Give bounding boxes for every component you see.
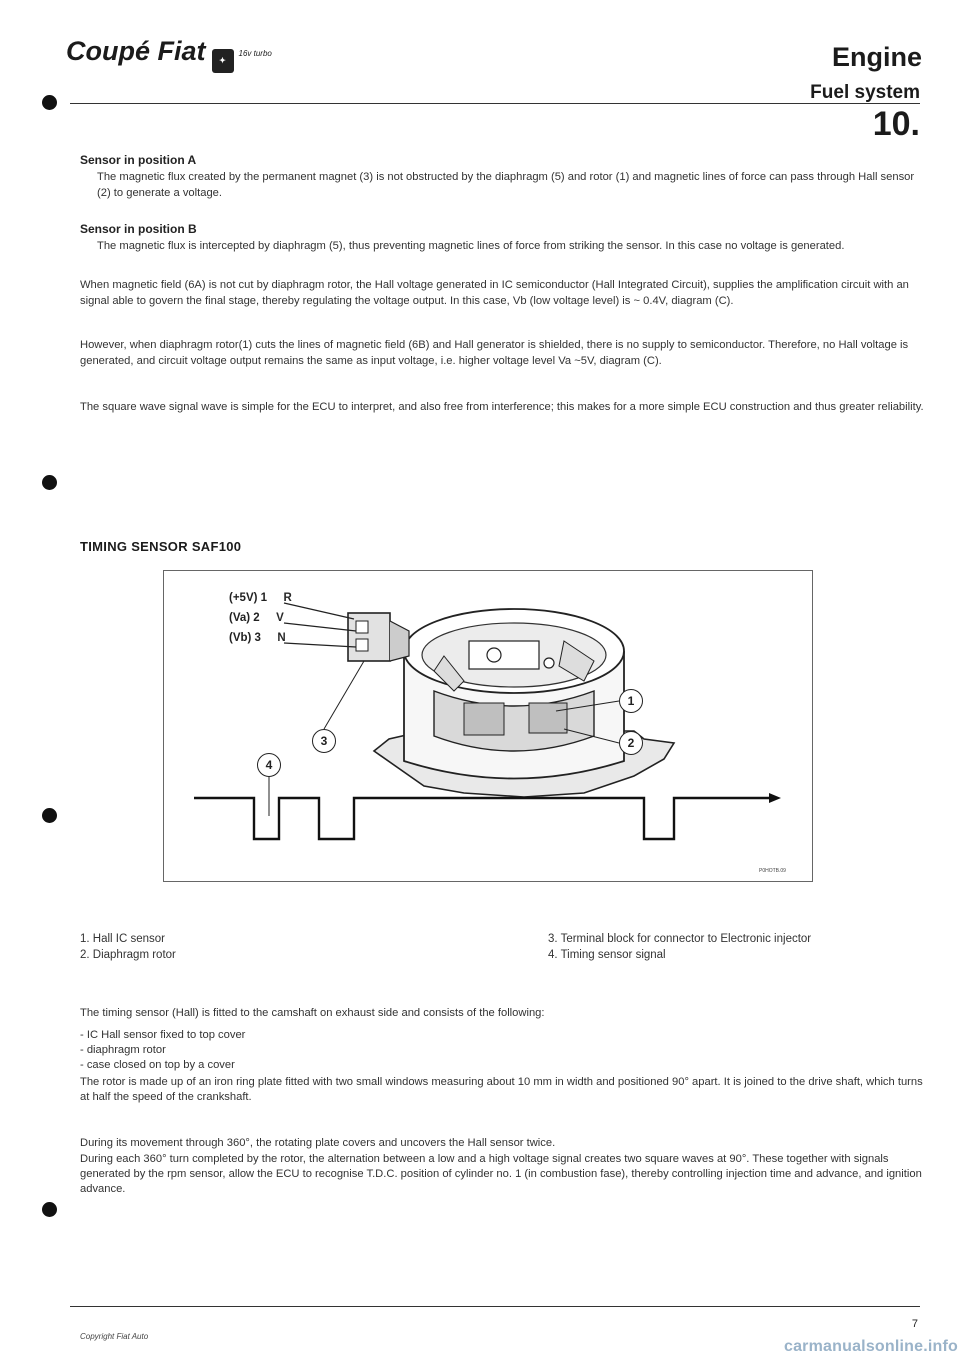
sensor-a-heading: Sensor in position A bbox=[80, 153, 197, 167]
subsection-title: Fuel system bbox=[810, 82, 920, 103]
paragraph-1: When magnetic field (6A) is not cut by diaphragm rotor, the Hall voltage generated in IC semiconductor (Hall Integrated Circuit), supplies the amplification circuit with an signal able to govern the final stage, thereby regulating the voltage output. In this case, Vb (low voltage level) is ~ 0.4V, diagram (C). bbox=[80, 279, 909, 307]
legend-item: 2. Diaphragm rotor bbox=[80, 948, 176, 961]
wire-2-code: V bbox=[276, 612, 284, 624]
legend-right bbox=[548, 932, 928, 963]
brand-variant: 16v turbo bbox=[238, 49, 272, 58]
legend-left bbox=[80, 932, 460, 963]
sensor-b-text: The magnetic flux is intercepted by diaphragm (5), thus preventing magnetic lines of force from striking the sensor. In this case no voltage is generated. bbox=[97, 240, 845, 252]
callout-2: 2 bbox=[619, 731, 643, 755]
callout-4: 4 bbox=[257, 753, 281, 777]
copyright: Copyright Fiat Auto bbox=[80, 1332, 149, 1341]
wire-3-label: (Vb) 3 bbox=[229, 632, 261, 644]
body-intro: The timing sensor (Hall) is fitted to the camshaft on exhaust side and consists of the following: bbox=[80, 1007, 545, 1019]
binder-hole-icon bbox=[42, 1202, 57, 1217]
figure-code: P0HOTB.09 bbox=[759, 868, 786, 874]
binder-hole-icon bbox=[42, 475, 57, 490]
legend-item: 1. Hall IC sensor bbox=[80, 933, 166, 945]
body-paragraph-3: During each 360° turn completed by the rotor, the alternation between a low and a high voltage signal creates two square waves at 90°. These together with signals generated by the rpm sensor, allow the ECU to recognise T.D.C. position of cylinder no. 1 (in combustion fase), thereby controlling injection time and advance, and ignition advance. bbox=[80, 1153, 922, 1195]
page-number: 10. bbox=[872, 105, 920, 143]
header-rule bbox=[70, 103, 920, 104]
wire-2 bbox=[229, 608, 284, 626]
brand-name: Coupé Fiat bbox=[66, 36, 206, 66]
wire-3-code: N bbox=[277, 632, 286, 644]
wire-1 bbox=[229, 588, 292, 606]
list-item: - case closed on top by a cover bbox=[80, 1059, 235, 1071]
timing-sensor-heading: TIMING SENSOR SAF100 bbox=[80, 539, 242, 554]
footer-page-number: 7 bbox=[911, 1318, 918, 1330]
brand-title bbox=[66, 36, 272, 73]
body-paragraph-1: The rotor is made up of an iron ring plate fitted with two small windows measuring about 10 mm in width and positioned 90° apart. It is joined to the drive shaft, which turns at half the speed of the crankshaft. bbox=[80, 1076, 923, 1103]
paragraph-2: However, when diaphragm rotor(1) cuts the lines of magnetic field (6B) and Hall generator is shielded, there is no supply to semiconductor. Therefore, no Hall voltage is generated, and circuit voltage output remains the same as input voltage, i.e. higher voltage level Va ~5V, diagram (C). bbox=[80, 339, 909, 367]
paragraph-3: The square wave signal wave is simple for the ECU to interpret, and also free from interference; this makes for a more simple ECU construction and thus greater reliability. bbox=[80, 401, 924, 413]
callout-1: 1 bbox=[619, 689, 643, 713]
legend-item: 4. Timing sensor signal bbox=[548, 948, 666, 961]
component-list bbox=[80, 1028, 925, 1073]
list-item: - diaphragm rotor bbox=[80, 1044, 166, 1056]
body-paragraph-2: During its movement through 360°, the rotating plate covers and uncovers the Hall sensor twice. bbox=[80, 1137, 556, 1149]
fiat-logo-icon: ✦ bbox=[212, 49, 234, 73]
callout-3: 3 bbox=[312, 729, 336, 753]
legend-item: 3. Terminal block for connector to Electronic injector bbox=[548, 933, 812, 945]
binder-hole-icon bbox=[42, 808, 57, 823]
footer-rule bbox=[70, 1306, 920, 1307]
sensor-b-heading: Sensor in position B bbox=[80, 222, 197, 236]
wire-1-label: (+5V) 1 bbox=[229, 592, 268, 604]
timing-sensor-figure bbox=[163, 570, 813, 882]
binder-hole-icon bbox=[42, 95, 57, 110]
list-item: - IC Hall sensor fixed to top cover bbox=[80, 1029, 246, 1041]
wire-3 bbox=[229, 628, 286, 646]
section-title: Engine bbox=[831, 42, 922, 72]
sensor-a-text: The magnetic flux created by the permanent magnet (3) is not obstructed by the diaphragm (5) and rotor (1) and magnetic lines of force can pass through Hall sensor (2) to generate a voltage. bbox=[97, 171, 915, 199]
wire-1-code: R bbox=[283, 592, 292, 604]
wire-2-label: (Va) 2 bbox=[229, 612, 260, 624]
watermark: carmanualsonline.info bbox=[783, 1338, 958, 1355]
